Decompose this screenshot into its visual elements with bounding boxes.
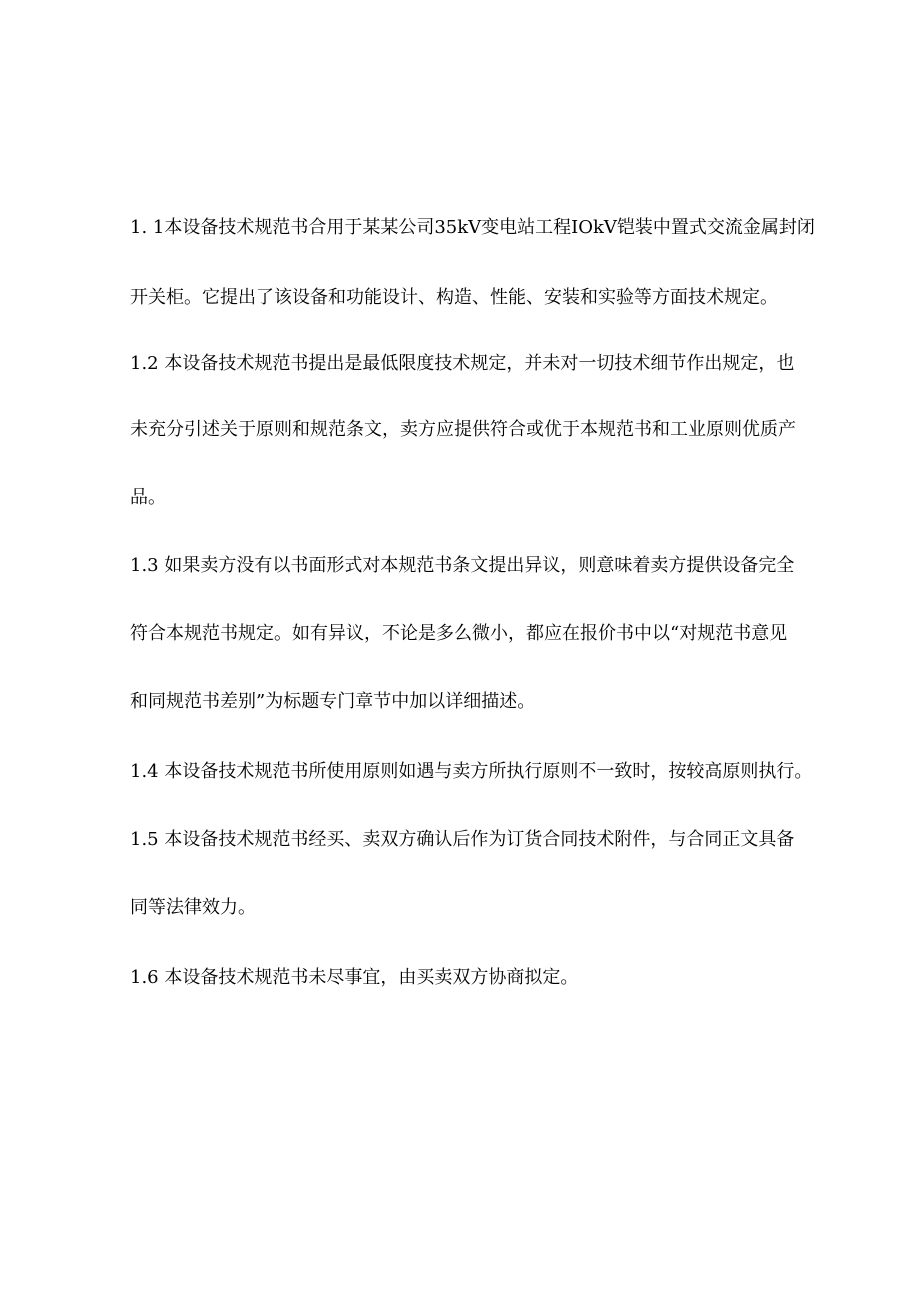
clause-1-2-line-1: 1.2 本设备技术规范书提出是最低限度技术规定，并未对一切技术细节作出规定，也: [130, 353, 795, 374]
clause-1-4-line-1: 1.4 本设备技术规范书所使用原则如遇与卖方所执行原则不一致时，按较高原则执行。: [130, 761, 813, 782]
clause-1-3-line-1: 1.3 如果卖方没有以书面形式对本规范书条文提出异议，则意味着卖方提供设备完全: [130, 555, 795, 576]
clause-1-1-line-1: 1. 1本设备技术规范书合用于某某公司35kV变电站工程IOkV铠装中置式交流金属封闭: [130, 217, 815, 238]
clause-1-3-line-3: 和同规范书差别”为标题专门章节中加以详细描述。: [130, 691, 536, 712]
clause-1-1-line-2: 开关柜。它提出了该设备和功能设计、构造、性能、安装和实验等方面技术规定。: [130, 287, 778, 308]
clause-1-2-line-3: 品。: [130, 487, 166, 508]
clause-1-2-line-2: 未充分引述关于原则和规范条文，卖方应提供符合或优于本规范书和工业原则优质产: [130, 419, 796, 440]
clause-1-5-line-2: 同等法律效力。: [130, 897, 256, 918]
clause-1-6-line-1: 1.6 本设备技术规范书未尽事宜，由买卖双方协商拟定。: [130, 967, 579, 988]
clause-1-5-line-1: 1.5 本设备技术规范书经买、卖双方确认后作为订货合同技术附件，与合同正文具备: [130, 829, 795, 850]
clause-1-3-line-2: 符合本规范书规定。如有异议，不论是多么微小，都应在报价书中以“对规范书意见: [130, 623, 788, 644]
